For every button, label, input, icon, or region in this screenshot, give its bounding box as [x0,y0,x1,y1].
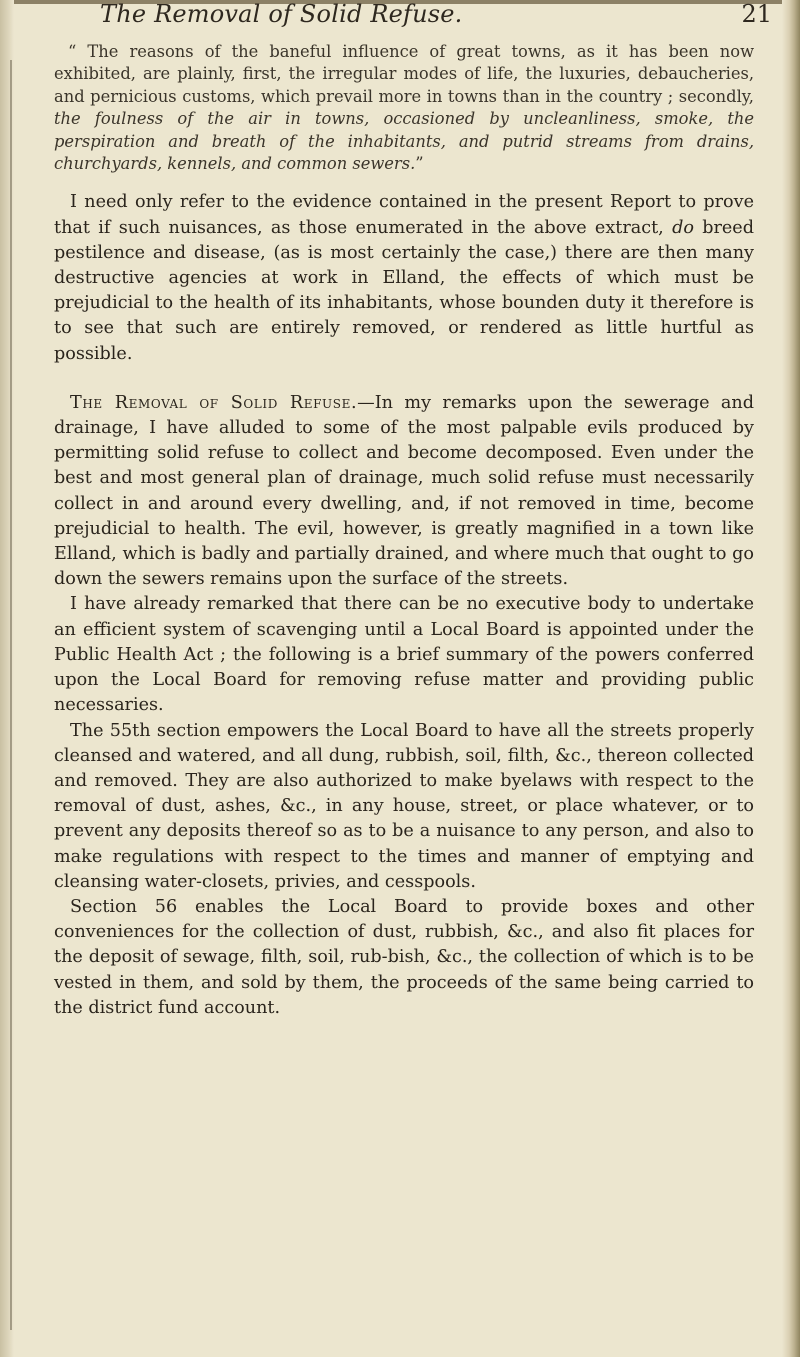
paragraph-section-56: Section 56 enables the Local Board to provide boxes and other conveniences for the collection of dust, rubbish, &c., and also fit places for the deposit of sewage, filth, soil, rub-bish, &c., the collection of which is to be vested in them, and sold by them, the proceeds of the same being carried to the district fund account. [54,896,754,1018]
paragraph-evidence-text-2: breed pestilence and disease, (as is most certainly the case,) there are then many destructive agencies at work in Elland, the effects of which must be prejudicial to the health of its inhabitants, whose bounden duty it therefore is to see that such are entirely removed, or rendered as little hurtful as possible. [54,217,754,364]
running-title: The Removal of Solid Refuse. [100,0,463,28]
page-right-edge [782,0,800,1357]
paragraph-evidence-text-1: I need only refer to the evidence contained in the present Report to prove that if such nuisances, as those enumerated in the above extract, [54,192,754,238]
emphasis-do: do [672,217,694,238]
quote-text: “ The reasons of the baneful influence of great towns, as it has been now exhibited, are plainly, first, the irregular modes of life, the luxuries, debaucheries, and pernicious customs, which prevail more in towns than in the country ; secondly, [54,42,754,106]
paragraph-removal-of-solid-refuse [54,391,754,593]
paragraph-executive-body: I have already remarked that there can be no executive body to undertake an efficient system of scavenging until a Local Board is appointed under the Public Health Act ; the following is a brief summary of the powers conferred upon the Local Board for removing refuse matter and providing public necessaries. [54,594,754,716]
paragraph-evidence [54,190,754,366]
book-gutter-edge [0,0,14,1357]
page-body [54,41,754,1021]
paragraph-section-55: The 55th section empowers the Local Board to have all the streets properly cleansed and watered, and all dung, rubbish, soil, filth, &c., thereon collected and removed. They are also authorized to make byelaws with respect to the removal of dust, ashes, &c., in any house, street, or place whatever, or to prevent any deposits thereof so as to be a nuisance to any person, and also to make regulations with respect to the times and manner of emptying and cleansing water-closets, privies, and cesspools. [54,720,754,892]
quote-close-mark: ” [415,154,424,174]
section-body-text: —In my remarks upon the sewerage and drainage, I have alluded to some of the most palpable evils produced by permitting solid refuse to collect and become decomposed. Even under the best and most general plan of drainage, much solid refuse must necessarily collect in and around every dwelling, and, if not removed in time, become prejudicial to health. The evil, however, is greatly magnified in a town like Elland, which is badly and partially drained, and where much that ought to go down the sewers remains upon the surface of the streets. [54,392,754,590]
page-number: 21 [741,0,772,28]
section-heading: The Removal of Solid Refuse. [70,392,358,413]
quoted-paragraph [54,41,754,175]
quote-italic-text: the foulness of the air in towns, occasioned by uncleanliness, smoke, the perspiration and breath of the inhabitants, and putrid streams from drains, churchyards, kennels, and common sewers. [54,109,754,174]
